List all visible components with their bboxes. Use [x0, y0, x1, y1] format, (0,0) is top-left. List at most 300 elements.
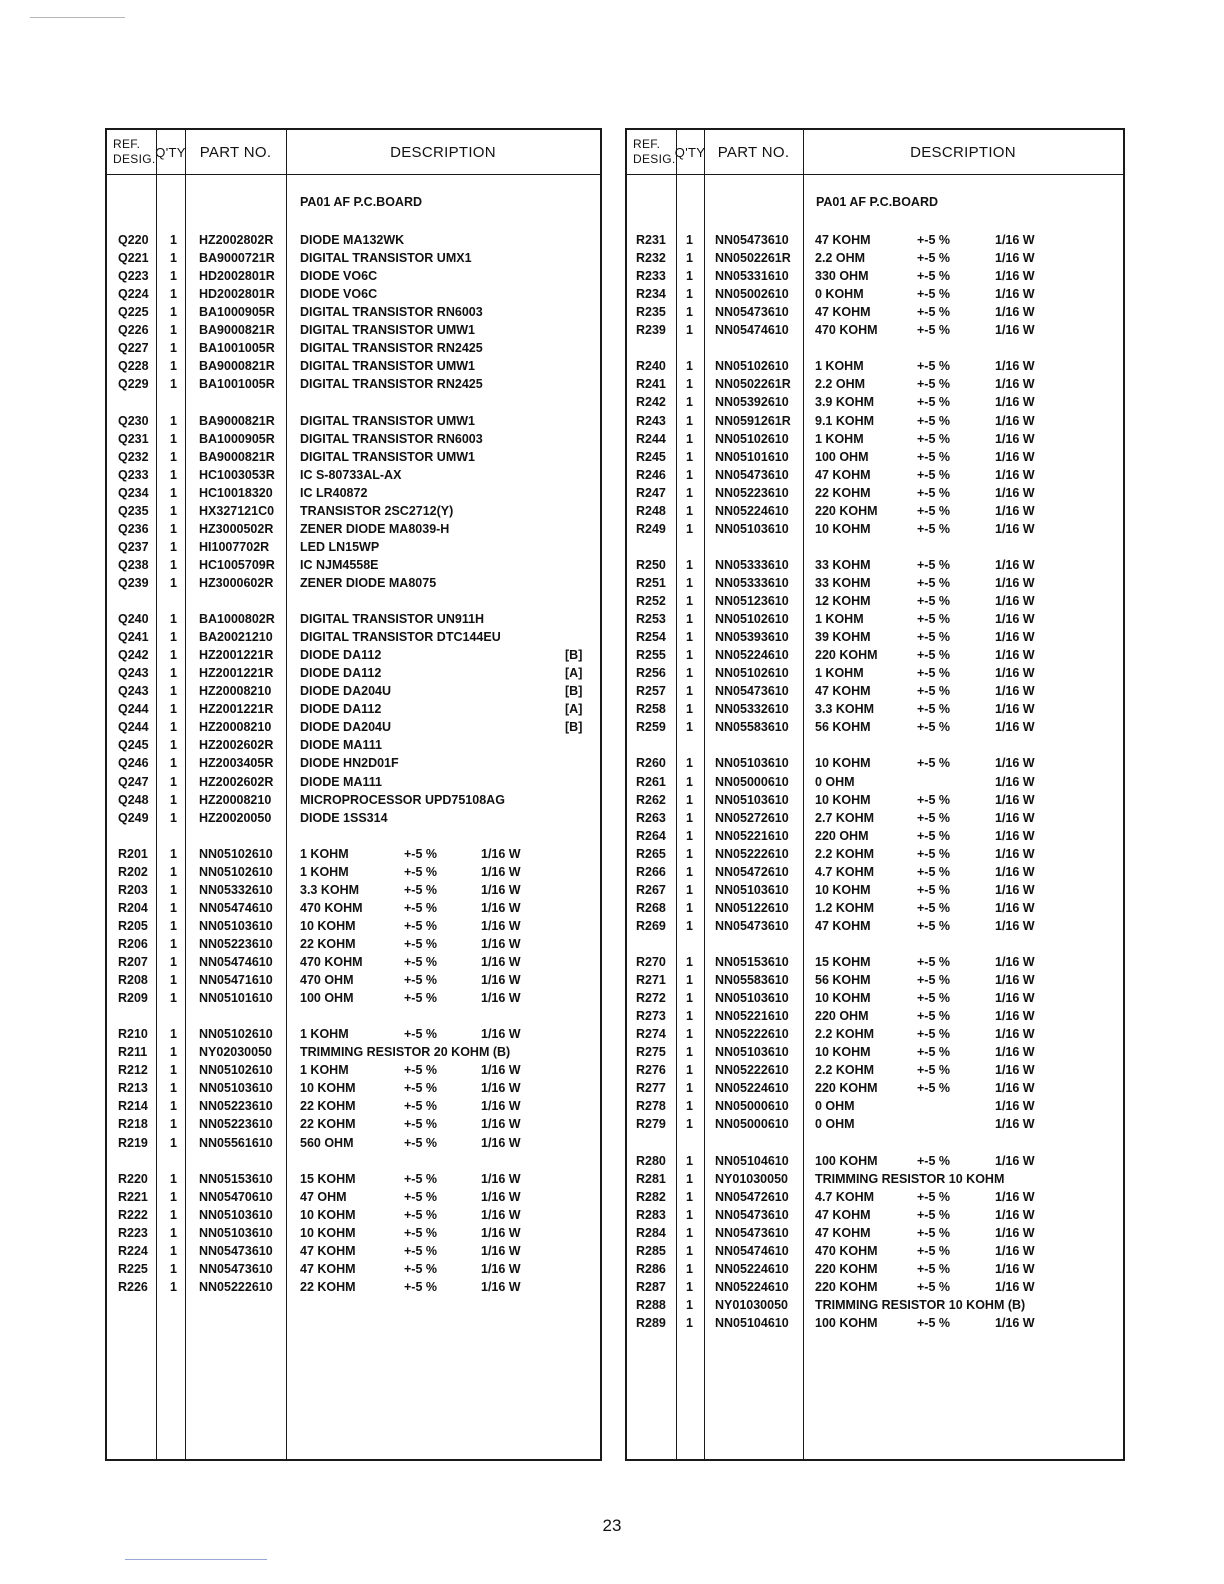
ref-desig: R210 [118, 1027, 148, 1042]
page-number: 23 [602, 1516, 622, 1535]
table-row [627, 809, 1123, 827]
scan-mark-bottom [125, 1559, 267, 1560]
tolerance: +-5 % [404, 1189, 438, 1204]
quantity: 1 [170, 882, 177, 897]
part-number: NN05103610 [199, 1207, 273, 1222]
wattage: 1/16 W [995, 323, 1035, 338]
part-number: HZ2003405R [199, 756, 274, 771]
description: DIODE DA204U [300, 720, 391, 735]
part-number: HD2002801R [199, 269, 275, 284]
wattage: 1/16 W [995, 269, 1035, 284]
table-row [627, 899, 1123, 917]
part-number: NN05222610 [715, 1027, 789, 1042]
quantity: 1 [686, 702, 693, 717]
wattage: 1/16 W [995, 1207, 1035, 1222]
part-number: BA9000821R [199, 413, 275, 428]
part-number: HZ20020050 [199, 810, 272, 825]
quantity: 1 [686, 1261, 693, 1276]
quantity: 1 [686, 521, 693, 536]
ref-desig: R282 [636, 1189, 666, 1204]
ref-desig: Q240 [118, 612, 149, 627]
part-number: NN05103610 [715, 521, 789, 536]
table-row [107, 1224, 600, 1242]
description: ZENER DIODE MA8075 [300, 575, 437, 590]
wattage: 1/16 W [995, 233, 1035, 247]
part-number: NN05103610 [715, 1045, 789, 1060]
resistance-value: 220 KOHM [815, 1081, 878, 1096]
resistance-value: 220 KOHM [815, 503, 878, 518]
ref-desig: R257 [636, 684, 666, 699]
quantity: 1 [170, 1063, 177, 1078]
resistance-value: 4.7 KOHM [815, 864, 875, 879]
tolerance: +-5 % [917, 269, 951, 284]
table-row [107, 466, 600, 484]
table-row [107, 1242, 600, 1260]
tolerance: +-5 % [917, 1243, 951, 1258]
quantity: 1 [686, 991, 693, 1006]
tolerance: +-5 % [404, 1117, 438, 1132]
tolerance: +-5 % [404, 991, 438, 1006]
table-row [627, 448, 1123, 466]
table-row [107, 484, 600, 502]
table-row [107, 339, 600, 357]
ref-desig: R264 [636, 828, 666, 843]
ref-desig: Q243 [118, 666, 149, 681]
part-number: NN05272610 [715, 810, 789, 825]
part-number: NN05474610 [715, 1243, 789, 1258]
quantity: 1 [686, 1117, 693, 1132]
description: TRIMMING RESISTOR 10 KOHM (B) [815, 1297, 1026, 1312]
description: TRANSISTOR 2SC2712(Y) [300, 503, 454, 518]
description: DIGITAL TRANSISTOR UN911H [300, 612, 485, 627]
part-number: NN05103610 [715, 991, 789, 1006]
table-row [627, 267, 1123, 285]
tolerance: +-5 % [404, 1171, 438, 1186]
ref-desig: R270 [636, 955, 666, 969]
resistance-value: 330 OHM [815, 269, 869, 284]
part-number: BA9000721R [199, 251, 275, 266]
wattage: 1/16 W [995, 1261, 1035, 1276]
quantity: 1 [170, 287, 177, 302]
table-row [107, 267, 600, 285]
resistance-value: 100 KOHM [815, 1316, 878, 1330]
quantity: 1 [686, 1027, 693, 1042]
tolerance: +-5 % [917, 503, 951, 518]
part-number: HZ20008210 [199, 720, 272, 735]
ref-desig: R214 [118, 1099, 148, 1114]
quantity: 1 [686, 1153, 693, 1168]
resistance-value: 22 KOHM [300, 936, 356, 951]
tolerance: +-5 % [917, 467, 951, 482]
table-row [107, 682, 600, 700]
part-number: NN05101610 [199, 991, 273, 1006]
part-number: NN05331610 [715, 269, 789, 284]
table-row [627, 1260, 1123, 1278]
ref-desig: R208 [118, 973, 148, 988]
wattage: 1/16 W [995, 449, 1035, 464]
quantity: 1 [170, 973, 177, 988]
part-number: HX327121C0 [199, 503, 275, 518]
part-number: HZ2001221R [199, 666, 274, 681]
resistance-value: 12 KOHM [815, 594, 871, 608]
description: DIGITAL TRANSISTOR UMW1 [300, 359, 475, 374]
wattage: 1/16 W [481, 900, 521, 915]
description: DIODE MA132WK [300, 233, 405, 247]
quantity: 1 [170, 305, 177, 320]
wattage: 1/16 W [995, 774, 1035, 789]
table-row [107, 700, 600, 718]
table-row [627, 1242, 1123, 1260]
table-row [107, 375, 600, 393]
table-row [627, 682, 1123, 700]
part-number: NN05472610 [715, 864, 789, 879]
table-row [627, 863, 1123, 881]
table-row [627, 971, 1123, 989]
table-row [627, 1025, 1123, 1043]
resistance-value: 2.2 OHM [815, 377, 866, 392]
tolerance: +-5 % [917, 1153, 951, 1168]
table-row [627, 628, 1123, 646]
table-row [107, 538, 600, 556]
resistance-value: 1 KOHM [815, 359, 864, 374]
part-number: NN05473610 [715, 918, 789, 933]
resistance-value: 1 KOHM [815, 612, 864, 627]
quantity: 1 [170, 702, 177, 717]
description: DIODE DA204U [300, 684, 391, 699]
resistance-value: 15 KOHM [815, 955, 871, 969]
parts-table-left [105, 128, 602, 1461]
part-number: NN05102610 [199, 864, 273, 879]
wattage: 1/16 W [995, 1009, 1035, 1024]
part-number: HC10018320 [199, 485, 273, 500]
wattage: 1/16 W [481, 1279, 521, 1294]
table-row [107, 610, 600, 628]
quantity: 1 [686, 846, 693, 861]
wattage: 1/16 W [481, 1171, 521, 1186]
table-row [107, 1134, 600, 1152]
tolerance: +-5 % [404, 1081, 438, 1096]
ref-desig: Q232 [118, 449, 149, 464]
ref-desig: Q237 [118, 539, 149, 554]
tolerance: +-5 % [404, 1261, 438, 1276]
quantity: 1 [170, 449, 177, 464]
part-number: NY02030050 [199, 1045, 272, 1060]
quantity: 1 [686, 287, 693, 302]
wattage: 1/16 W [995, 1063, 1035, 1078]
table-row [627, 556, 1123, 574]
tolerance: +-5 % [404, 1027, 438, 1042]
resistance-value: 1 KOHM [815, 431, 864, 446]
table-row [627, 700, 1123, 718]
quantity: 1 [686, 810, 693, 825]
quantity: 1 [686, 612, 693, 627]
ref-desig: R253 [636, 612, 666, 627]
ref-desig: R218 [118, 1117, 148, 1132]
ref-desig: R248 [636, 503, 666, 518]
quantity: 1 [170, 1279, 177, 1294]
ref-desig: Q245 [118, 738, 149, 753]
part-number: HZ2002602R [199, 738, 274, 753]
wattage: 1/16 W [995, 485, 1035, 500]
table-row [627, 466, 1123, 484]
part-number: NN05333610 [715, 575, 789, 590]
ref-desig: R235 [636, 305, 666, 320]
wattage: 1/16 W [995, 684, 1035, 699]
ref-desig: R289 [636, 1316, 666, 1330]
part-number: BA9000821R [199, 449, 275, 464]
wattage: 1/16 W [995, 882, 1035, 897]
part-number: HC1003053R [199, 467, 275, 482]
table-row [107, 357, 600, 375]
table-row [627, 502, 1123, 520]
quantity: 1 [170, 1135, 177, 1150]
ref-desig: R271 [636, 973, 666, 988]
tolerance: +-5 % [404, 973, 438, 988]
wattage: 1/16 W [995, 287, 1035, 302]
table-row [107, 520, 600, 538]
ref-desig: R263 [636, 810, 666, 825]
ref-desig: R244 [636, 431, 666, 446]
part-number: NY01030050 [715, 1171, 788, 1186]
part-number: NN0502261R [715, 377, 791, 392]
description: DIGITAL TRANSISTOR RN6003 [300, 431, 483, 446]
ref-desig: R265 [636, 846, 666, 861]
part-number: NN05473610 [715, 684, 789, 699]
resistance-value: 10 KOHM [815, 792, 871, 807]
scan-mark-top [30, 17, 125, 18]
tolerance: +-5 % [917, 233, 951, 247]
part-number: NN05393610 [715, 630, 789, 645]
part-number: HI1007702R [199, 539, 270, 554]
quantity: 1 [170, 684, 177, 699]
part-number: NN05472610 [715, 1189, 789, 1204]
table-row [627, 1314, 1123, 1332]
resistance-value: 1 KOHM [300, 864, 349, 879]
ref-desig: R246 [636, 467, 666, 482]
tolerance: +-5 % [917, 449, 951, 464]
quantity: 1 [170, 630, 177, 645]
resistance-value: 2.2 OHM [815, 251, 866, 266]
wattage: 1/16 W [995, 1316, 1035, 1330]
quantity: 1 [686, 1171, 693, 1186]
ref-desig: R277 [636, 1081, 666, 1096]
table-row [107, 664, 600, 682]
resistance-value: 10 KOHM [815, 756, 871, 771]
part-number: NN05000610 [715, 1099, 789, 1114]
ref-desig: R247 [636, 485, 666, 500]
resistance-value: 0 OHM [815, 1099, 855, 1114]
tolerance: +-5 % [917, 305, 951, 320]
ref-desig: Q229 [118, 377, 149, 392]
resistance-value: 3.9 KOHM [815, 395, 875, 410]
table-row [107, 448, 600, 466]
quantity: 1 [686, 575, 693, 590]
ref-desig: R256 [636, 666, 666, 681]
quantity: 1 [686, 467, 693, 482]
tolerance: +-5 % [917, 395, 951, 410]
part-number: NN05103610 [199, 1225, 273, 1240]
resistance-value: 560 OHM [300, 1135, 354, 1150]
ref-desig: R232 [636, 251, 666, 266]
ref-desig: R266 [636, 864, 666, 879]
tolerance: +-5 % [917, 1009, 951, 1024]
quantity: 1 [170, 413, 177, 428]
ref-desig: R260 [636, 756, 666, 771]
wattage: 1/16 W [481, 955, 521, 969]
header-description: DESCRIPTION [390, 143, 496, 161]
header-part-no: PART NO. [717, 143, 790, 161]
part-number: NN05102610 [715, 666, 789, 681]
part-number: NN05224610 [715, 1081, 789, 1096]
description: DIGITAL TRANSISTOR RN2425 [300, 341, 483, 356]
description: DIODE HN2D01F [300, 756, 399, 771]
quantity: 1 [170, 810, 177, 825]
ref-desig: R255 [636, 648, 666, 663]
tolerance: +-5 % [917, 575, 951, 590]
table-row [627, 989, 1123, 1007]
part-number: BA9000821R [199, 359, 275, 374]
quantity: 1 [170, 323, 177, 338]
wattage: 1/16 W [995, 251, 1035, 266]
quantity: 1 [170, 955, 177, 969]
table-row [627, 1079, 1123, 1097]
quantity: 1 [686, 594, 693, 608]
quantity: 1 [170, 738, 177, 753]
part-number: NN05222610 [199, 1279, 273, 1294]
ref-desig: R225 [118, 1261, 148, 1276]
ref-desig: R211 [118, 1045, 148, 1060]
quantity: 1 [170, 864, 177, 879]
ref-desig: R222 [118, 1207, 148, 1222]
ref-desig: Q225 [118, 305, 149, 320]
table-row [627, 231, 1123, 249]
wattage: 1/16 W [481, 1189, 521, 1204]
ref-desig: Q244 [118, 720, 149, 735]
table-row [107, 1278, 600, 1296]
part-number: NN0591261R [715, 413, 791, 428]
part-number: NN05104610 [715, 1153, 789, 1168]
resistance-value: 4.7 KOHM [815, 1189, 875, 1204]
ref-desig: Q230 [118, 413, 149, 428]
tolerance: +-5 % [917, 828, 951, 843]
ref-desig: R201 [118, 846, 148, 861]
resistance-value: 470 KOHM [300, 955, 363, 969]
quantity: 1 [170, 269, 177, 284]
table-row [627, 592, 1123, 610]
wattage: 1/16 W [995, 1081, 1035, 1096]
ref-desig: R231 [636, 233, 666, 247]
part-number: NN05123610 [715, 594, 789, 608]
ref-desig: R286 [636, 1261, 666, 1276]
description: DIODE 1SS314 [300, 810, 388, 825]
ref-desig: Q242 [118, 648, 149, 663]
part-number: NN05223610 [199, 936, 273, 951]
ref-desig: R273 [636, 1009, 666, 1024]
quantity: 1 [170, 467, 177, 482]
resistance-value: 1 KOHM [300, 846, 349, 861]
quantity: 1 [170, 648, 177, 663]
part-number: NN05473610 [715, 233, 789, 247]
table-row [107, 845, 600, 863]
quantity: 1 [170, 846, 177, 861]
description: DIODE VO6C [300, 287, 378, 302]
table-row [107, 1079, 600, 1097]
wattage: 1/16 W [995, 1099, 1035, 1114]
wattage: 1/16 W [995, 756, 1035, 771]
table-row [627, 953, 1123, 971]
wattage: 1/16 W [481, 1027, 521, 1042]
ref-desig: R250 [636, 557, 666, 572]
ref-desig: Q224 [118, 287, 149, 302]
table-row [107, 809, 600, 827]
ref-desig: R207 [118, 955, 148, 969]
wattage: 1/16 W [995, 702, 1035, 717]
ref-desig: R267 [636, 882, 666, 897]
tolerance: +-5 % [917, 377, 951, 392]
table-row [627, 375, 1123, 393]
ref-desig: Q246 [118, 756, 149, 771]
wattage: 1/16 W [481, 1081, 521, 1096]
quantity: 1 [170, 1189, 177, 1204]
part-number: BA1000905R [199, 431, 275, 446]
table-row [627, 249, 1123, 267]
wattage: 1/16 W [481, 991, 521, 1006]
tolerance: +-5 % [917, 792, 951, 807]
quantity: 1 [170, 521, 177, 536]
table-row [107, 881, 600, 899]
tolerance: +-5 % [917, 287, 951, 302]
wattage: 1/16 W [995, 1117, 1035, 1132]
quantity: 1 [170, 485, 177, 500]
ref-desig: R285 [636, 1243, 666, 1258]
description: DIODE DA112 [300, 648, 382, 663]
tolerance: +-5 % [404, 1279, 438, 1294]
resistance-value: 220 KOHM [815, 1261, 878, 1276]
tolerance: +-5 % [917, 413, 951, 428]
resistance-value: 470 KOHM [815, 1243, 878, 1258]
table-row [107, 628, 600, 646]
wattage: 1/16 W [995, 1045, 1035, 1060]
resistance-value: 9.1 KOHM [815, 413, 875, 428]
quantity: 1 [686, 973, 693, 988]
quantity: 1 [170, 1099, 177, 1114]
resistance-value: 1 KOHM [815, 666, 864, 681]
tolerance: +-5 % [404, 936, 438, 951]
quantity: 1 [686, 305, 693, 320]
variant-tag: [A] [565, 666, 583, 681]
quantity: 1 [686, 666, 693, 681]
ref-desig: Q221 [118, 251, 149, 266]
part-number: NN05224610 [715, 648, 789, 663]
table-row [627, 321, 1123, 339]
table-row [627, 1007, 1123, 1025]
table-row [107, 754, 600, 772]
table-row [107, 321, 600, 339]
table-row [627, 610, 1123, 628]
wattage: 1/16 W [995, 900, 1035, 915]
tolerance: +-5 % [917, 1207, 951, 1222]
ref-desig: R203 [118, 882, 148, 897]
quantity: 1 [686, 882, 693, 897]
table-row [107, 646, 600, 664]
part-number: NN05474610 [199, 955, 273, 969]
tolerance: +-5 % [404, 1135, 438, 1150]
wattage: 1/16 W [995, 377, 1035, 392]
description: DIODE MA111 [300, 774, 382, 789]
description: TRIMMING RESISTOR 10 KOHM [815, 1171, 1005, 1186]
tolerance: +-5 % [917, 900, 951, 915]
quantity: 1 [170, 936, 177, 951]
